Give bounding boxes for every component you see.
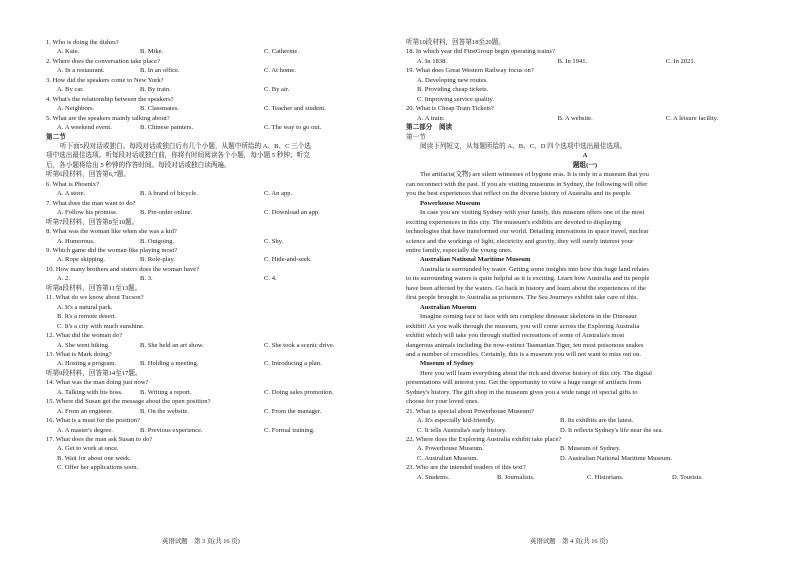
page-footer-right: 英语试题 第 4 页(共 16 页) xyxy=(530,538,608,545)
left-page xyxy=(46,38,401,473)
question-13-options xyxy=(46,359,401,368)
option-a[interactable]: A. A weekend event. xyxy=(57,124,112,132)
passage-line: dangerous animals including the now-extinct Tasmanian Tiger, ten most poisonous snakes xyxy=(406,341,644,349)
question-16-options xyxy=(46,426,401,435)
option-b[interactable]: B. Previous experience. xyxy=(140,426,203,434)
passage-line: science and the workings of light, electricity and gravity, they will surely interest your xyxy=(406,237,634,245)
right-page xyxy=(406,38,764,482)
option-b[interactable]: B. Pre-order online. xyxy=(140,209,193,217)
passage-line: In case you are visiting Sydney with your family, this museum offers one of the most xyxy=(420,209,645,217)
question-9: 9. Which game did the woman like playing most? xyxy=(46,246,178,254)
instructions-line-2: 项中选出最佳选项。听每段对话或独白前，你将有时间阅读各个小题，每小题 5 秒钟；听完 xyxy=(46,152,310,160)
option-a[interactable]: A. Neighbors. xyxy=(57,105,95,113)
material-heading: 听第7段材料，回答第8至10题。 xyxy=(46,218,139,226)
option-c[interactable]: C. Offer her applications soon. xyxy=(57,464,139,472)
question-8: 8. What was the woman like when she was a kid? xyxy=(46,228,177,236)
material-heading: 听第6段材料，回答第6,7题。 xyxy=(46,171,131,179)
question-5-options xyxy=(46,123,401,132)
passage-line: exhibit which will take you through stuffed recreations of some of Australia's most xyxy=(406,332,625,340)
option-a[interactable]: A. In 1838. xyxy=(417,57,448,65)
option-b[interactable]: B. Holding a meeting. xyxy=(140,360,199,368)
question-18-options xyxy=(406,57,764,66)
question-20-options xyxy=(406,114,764,123)
option-c[interactable]: C. Australian Museum. xyxy=(417,454,479,462)
question-20: 20. What is Cheap Train Tickets? xyxy=(406,105,494,113)
question-4: 4. What's the relationship between the speakers? xyxy=(46,95,174,103)
option-c[interactable]: C. Introducing a plan. xyxy=(264,360,322,368)
page-footer-left: 英语试题 第 3 页(共 16 页) xyxy=(162,538,240,545)
passage-line: presentations will interest you. Get the opportunity to view a huge range of artifacts from xyxy=(406,379,642,387)
option-a[interactable]: A. A master's degree. xyxy=(57,426,113,434)
option-a[interactable]: A. Developing new routes. xyxy=(417,76,488,84)
question-17: 17. What does the man ask Susan to do? xyxy=(46,436,153,444)
option-d[interactable]: D. It reflects Sydney's life near the sea. xyxy=(560,426,664,434)
option-a[interactable]: A. In a restaurant. xyxy=(57,67,105,75)
museum-heading: Museum of Sydney xyxy=(420,360,474,368)
question-11: 11. What do we know about Tucson? xyxy=(46,294,144,302)
passage-line: can reconnect with the past. If you are visiting museums in Sydney, the following will offer xyxy=(406,180,648,188)
section-heading: 第一节 xyxy=(406,133,426,141)
section-heading: 第二节 xyxy=(46,133,66,141)
option-c[interactable]: C. A leisure facility. xyxy=(665,114,719,122)
material-heading: 听第8段材料，回答第11至13题。 xyxy=(46,284,142,292)
question-5: 5. What are the speakers mainly talking about? xyxy=(46,114,170,122)
passage-line: technologies that have transformed our world. Detailing innovations in space travel, nuclear xyxy=(406,228,649,236)
option-b[interactable]: B. Role-play. xyxy=(140,256,175,264)
question-21-options xyxy=(406,426,764,435)
option-b[interactable]: B. In an office. xyxy=(140,67,180,75)
museum-heading: Powerhouse Museum xyxy=(420,199,481,207)
option-b[interactable]: B. Journalists. xyxy=(497,473,535,481)
option-b[interactable]: B. Classmates. xyxy=(140,105,180,113)
option-b[interactable]: B. Museum of Sydney. xyxy=(560,445,621,453)
passage-line: The artifacts(文物) are silent witnesses of bygone eras. It is only in a museum that you xyxy=(420,171,649,179)
reading-instructions: 阅读下列短文，从每题所给的 A、B、C、D 四个选项中选出最佳选项。 xyxy=(420,142,627,150)
option-c[interactable]: C. It tells Australia's early history. xyxy=(417,426,507,434)
question-19: 19. What does Great Western Railway focus on? xyxy=(406,67,534,75)
option-a[interactable]: A. Students. xyxy=(417,473,450,481)
question-1-options xyxy=(46,47,401,56)
option-c[interactable]: C. Catherine. xyxy=(264,48,299,56)
question-7: 7. What does the man want to do? xyxy=(46,199,136,207)
question-4-options xyxy=(46,104,401,113)
option-c[interactable]: C. Formal training. xyxy=(264,426,315,434)
option-b[interactable]: B. A website. xyxy=(557,114,593,122)
option-a[interactable]: A. 2. xyxy=(57,275,71,283)
question-12-options xyxy=(46,341,401,350)
option-c[interactable]: C. Doing sales promotion. xyxy=(264,388,334,396)
question-23: 23. Who are the intended readers of this text? xyxy=(406,464,526,472)
option-b[interactable]: B. Writing a report. xyxy=(140,388,192,396)
passage-line: exhibit! As you walk through the museum, you will come across the Exploring Australia xyxy=(406,322,640,330)
option-c[interactable]: C. The way to go out. xyxy=(264,124,322,132)
passage-line: Here you will learn everything about the rich and diverse history of this city. The digital xyxy=(420,369,653,377)
option-b[interactable]: B. She held an art show. xyxy=(140,341,204,349)
question-8-options xyxy=(46,237,401,246)
option-c[interactable]: C. At home. xyxy=(264,67,296,75)
passage-line: to its surrounding waters is quite helpful as it is exciting. Learn how Australia and its people xyxy=(406,275,650,283)
option-a[interactable]: A. By car. xyxy=(57,86,84,94)
museum-heading: Australian Museum xyxy=(420,303,477,311)
option-b[interactable]: B. A brand of bicycle. xyxy=(140,190,198,198)
question-16: 16. What is a must for the position? xyxy=(46,417,141,425)
question-3: 3. How did the speakers come to New York? xyxy=(46,76,164,84)
passage-line: have been affected by the waters. Go back in history and learn about the experiences of the xyxy=(406,284,646,292)
option-c[interactable]: C. By air. xyxy=(264,86,290,94)
question-18: 18. In which year did FirstGroup begin operating trains? xyxy=(406,48,555,56)
question-15: 15. Where did Susan get the message about the open position? xyxy=(46,398,211,406)
material-heading: 听第9段材料，回答第14至17题。 xyxy=(46,369,142,377)
option-c[interactable]: C. It's a city with much sunshine. xyxy=(57,322,145,330)
option-c[interactable]: C. Improving service quality. xyxy=(417,95,495,103)
option-d[interactable]: D. Australian National Maritime Museum. xyxy=(560,454,673,462)
option-c[interactable]: C. An app. xyxy=(264,190,293,198)
question-6-options xyxy=(46,189,401,198)
option-c[interactable]: C. She took a scenic drive. xyxy=(264,341,335,349)
option-a[interactable]: A. A train. xyxy=(417,114,445,122)
question-14-options xyxy=(46,388,401,397)
option-c[interactable]: C. Shy. xyxy=(264,237,284,245)
option-b[interactable]: B. 3. xyxy=(140,275,153,283)
option-b[interactable]: B. Chinese painters. xyxy=(140,124,194,132)
option-a[interactable]: A. Talking with his boss. xyxy=(57,388,123,396)
question-2: 2. Where does the conversation take place? xyxy=(46,57,160,65)
option-b[interactable]: B. Outgoing. xyxy=(140,237,175,245)
option-a[interactable]: A. A store. xyxy=(57,190,86,198)
question-10: 10. How many brothers and sisters does the woman have? xyxy=(46,265,200,273)
option-a[interactable]: A. Get to work at once. xyxy=(57,445,119,453)
option-d[interactable]: D. Tourists. xyxy=(672,473,703,481)
question-21: 21. What is special about Powerhouse Museum? xyxy=(406,407,534,415)
option-c[interactable]: C. Download an app. xyxy=(264,209,320,217)
question-1: 1. Who is doing the dishes? xyxy=(46,39,119,46)
option-a[interactable]: A. Follow his promise. xyxy=(57,209,118,217)
question-14: 14. What was the man doing just now? xyxy=(46,379,149,387)
passage-line: and a number of crocodiles. Certainly, this is a museum you will not want to miss out on. xyxy=(406,350,642,358)
option-c[interactable]: C. Teacher and student. xyxy=(264,105,326,113)
question-22-options xyxy=(406,444,764,453)
passage-line: choose for your loved ones. xyxy=(406,398,480,406)
passage-line: you the best experiences that reflect on the diverse history of Australia and its people. xyxy=(406,190,632,198)
option-b[interactable]: B. Its exhibits are the latest. xyxy=(560,417,634,425)
passage-line: first people brought to Australia as prisoners. The Sea Journeys exhibit take care of this. xyxy=(406,294,639,302)
passage-line: Australia is surrounded by water. Getting some insights into how this huge land relates xyxy=(420,265,649,273)
material-heading: 听第10段材料，回答第18至20题。 xyxy=(406,39,505,46)
option-a[interactable]: A. Powerhouse Museum. xyxy=(417,445,484,453)
option-a[interactable]: A. From an engineer. xyxy=(57,407,113,415)
question-3-options xyxy=(46,85,401,94)
option-c[interactable]: C. In 2021. xyxy=(665,57,696,65)
option-b[interactable]: B. On the website. xyxy=(140,407,189,415)
question-23-options xyxy=(406,473,764,482)
option-c[interactable]: C. Hide-and-seek. xyxy=(264,256,312,264)
instructions-line-3: 后，各小题将给出 5 秒钟的作答时间。每段对话或独白读两遍。 xyxy=(46,161,231,169)
option-c[interactable]: C. From the manager. xyxy=(264,407,322,415)
option-a[interactable]: A. It's a natural park. xyxy=(57,303,113,311)
option-a[interactable]: A. It's especially kid-friendly. xyxy=(417,417,496,425)
part-heading: 第二部分 阅读 xyxy=(406,124,453,132)
passage-letter: A xyxy=(582,152,588,160)
option-a[interactable]: A. Rope skipping. xyxy=(57,256,105,264)
question-9-options xyxy=(46,255,401,264)
option-c[interactable]: C. Historians. xyxy=(587,473,624,481)
museum-heading: Australian National Maritime Museum xyxy=(420,256,531,264)
question-15-options xyxy=(46,407,401,416)
option-a[interactable]: A. Kate. xyxy=(57,48,80,56)
passage-line: Imagine coming face to face with ten complete dinosaur skeletons in the Dinosaur xyxy=(420,313,637,321)
question-2-options xyxy=(46,66,401,75)
question-12: 12. What did the woman do? xyxy=(46,332,123,340)
option-b[interactable]: B. Mike. xyxy=(140,48,164,56)
option-b[interactable]: B. Providing cheap tickets. xyxy=(417,86,489,94)
question-6: 6. What is Phoenix? xyxy=(46,180,99,188)
option-b[interactable]: B. It's a remote desert. xyxy=(57,313,117,321)
option-b[interactable]: B. In 1941. xyxy=(557,57,588,65)
passage-line: exciting experiences in this city. The museum's exhibits are devoted to displaying xyxy=(406,218,621,226)
option-b[interactable]: B. Wait for about one week. xyxy=(57,454,131,462)
option-a[interactable]: A. She went hiking. xyxy=(57,341,110,349)
passage-set-title: 题组(一) xyxy=(572,161,598,169)
passage-line: Sydney's history. The gift shop in the museum gives you a wide range of special gifts to xyxy=(406,388,638,396)
question-13: 13. What is Mark doing? xyxy=(46,350,112,358)
question-21-options xyxy=(406,416,764,425)
question-7-options xyxy=(46,208,401,217)
question-10-options xyxy=(46,274,401,283)
passage-line: entire family, especially the young ones. xyxy=(406,246,513,254)
option-b[interactable]: B. By train. xyxy=(140,86,171,94)
instructions-line-1: 听下面5段对话或独白。每段对话或独白后有几个小题，从题中所给的 A、B、C 三个选 xyxy=(60,142,311,150)
option-a[interactable]: A. Humorous. xyxy=(57,237,95,245)
question-22: 22. Where does the Exploring Australia exhibit take place? xyxy=(406,436,562,444)
option-a[interactable]: A. Hosting a program. xyxy=(57,360,117,368)
question-22-options xyxy=(406,454,764,463)
option-c[interactable]: C. 4. xyxy=(264,275,277,283)
